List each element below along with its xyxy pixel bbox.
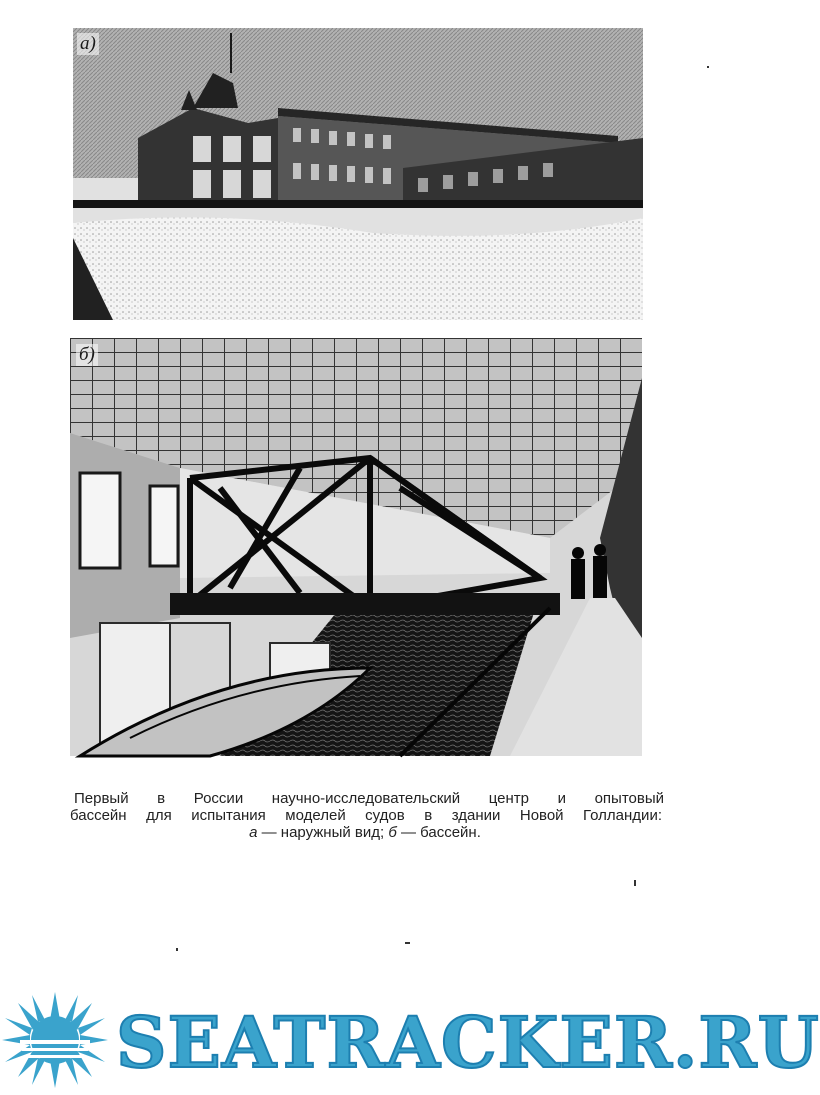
caption-text-b: — бассейн. — [396, 824, 481, 841]
print-speck — [176, 948, 178, 951]
panel-label-b: б) — [76, 344, 98, 366]
figure-caption — [60, 790, 670, 841]
caption-text-a: — наружный вид; — [257, 824, 389, 841]
caption-line-3 — [60, 824, 670, 841]
caption-line-2: бассейн для испытания моделей судов в здании Новой Голландии: — [70, 807, 662, 824]
watermark — [0, 985, 820, 1095]
caption-line-1: Первый в России научно-исследовательский центр и опытовый — [74, 790, 664, 807]
photo-exterior-view — [73, 28, 643, 320]
caption-letter-a: а — [249, 824, 258, 841]
panel-label-a: а) — [77, 33, 99, 55]
exterior-illustration — [73, 28, 643, 320]
print-speck — [634, 880, 636, 886]
print-speck — [405, 942, 410, 944]
caption-letter-b: б — [388, 824, 397, 841]
watermark-text: SEATRACKER.RU — [116, 1001, 820, 1084]
print-speck — [707, 66, 709, 68]
sun-icon — [0, 990, 110, 1090]
photo-test-basin — [70, 338, 642, 756]
basin-illustration — [70, 338, 642, 756]
